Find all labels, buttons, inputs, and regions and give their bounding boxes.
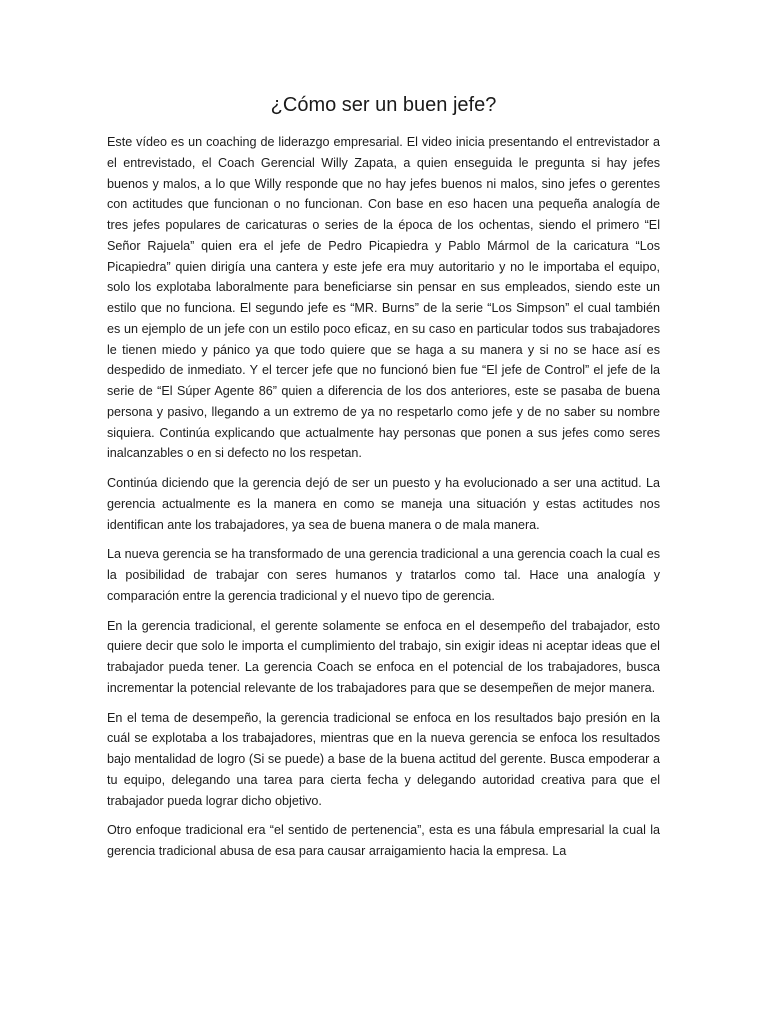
paragraph-4: En la gerencia tradicional, el gerente solamente se enfoca en el desempeño del trabajador, esto quiere decir que solo le importa el cumplimiento del trabajo, sin exigir ideas ni aceptar ideas que el trabajador pueda tener. La gerencia Coach se enfoca en el potencial de los trabajadores, busca incrementar la potencial relevante de los trabajadores para que se desempeñen de mejor manera. — [107, 618, 660, 695]
document-page — [107, 90, 660, 871]
paragraph-3: La nueva gerencia se ha transformado de una gerencia tradicional a una gerencia coach la cual es la posibilidad de trabajar con seres humanos y tratarlos como tal. Hace una analogía y comparación entre la gerencia tradicional y el nuevo tipo de gerencia. — [107, 547, 660, 603]
paragraph-2: Continúa diciendo que la gerencia dejó de ser un puesto y ha evolucionado a ser una actitud. La gerencia actualmente es la manera en como se maneja una situación y estas actitudes nos identifican ante los trabajadores, ya sea de buena manera o de mala manera. — [107, 476, 660, 532]
paragraph-5: En el tema de desempeño, la gerencia tradicional se enfoca en los resultados bajo presión en la cuál se explotaba a los trabajadores, mientras que en la nueva gerencia se enfoca los resultados bajo mentalidad de logro (Si se puede) a base de la buena actitud del gerente. Busca empoderar a tu equipo, delegando una tarea para cierta fecha y delegando autoridad creativa para que el trabajador pueda lograr dicho objetivo. — [107, 710, 660, 808]
paragraph-1: Este vídeo es un coaching de liderazgo empresarial. El video inicia presentando el entrevistador a el entrevistado, el Coach Gerencial Willy Zapata, a quien enseguida le pregunta si hay jefes buenos y malos, a lo que Willy responde que no hay jefes buenos ni malos, sino jefes o gerentes con actitudes que funcionan o no funcionan. Con base en eso hacen una pequeña analogía de tres jefes populares de caricaturas o series de la época de los ochentas, siendo el primero “El Señor Rajuela” quien era el jefe de Pedro Picapiedra y Pablo Mármol de la caricatura “Los Picapiedra” quien dirigía una cantera y este jefe era muy autoritario y no le importaba el equipo, solo los explotaba laboralmente para beneficiarse sin pensar en sus empleados, siendo este un estilo que no funciona. El segundo jefe es “MR. Burns” de la serie “Los Simpson” el cual también es un ejemplo de un jefe con un estilo poco eficaz, en su caso en particular todos sus trabajadores le tienen miedo y pánico ya que todo quiere que se haga a su manera y si no se hace así es despedido de inmediato. Y el tercer jefe que no funcionó bien fue “El jefe de Control” el jefe de la serie de “El Súper Agente 86” quien a diferencia de los dos anteriores, este se pasaba de buena persona y pasivo, llegando a un extremo de ya no respetarlo como jefe y de no saber su nombre siquiera. Continúa explicando que actualmente hay personas que ponen a sus jefes como seres inalcanzables o en si defecto no los respetan. — [107, 135, 660, 461]
document-title: ¿Cómo ser un buen jefe? — [270, 94, 497, 116]
paragraph-6: Otro enfoque tradicional era “el sentido de pertenencia”, esta es una fábula empresarial la cual la gerencia tradicional abusa de esa para causar arraigamiento hacia la empresa. La — [107, 823, 660, 858]
